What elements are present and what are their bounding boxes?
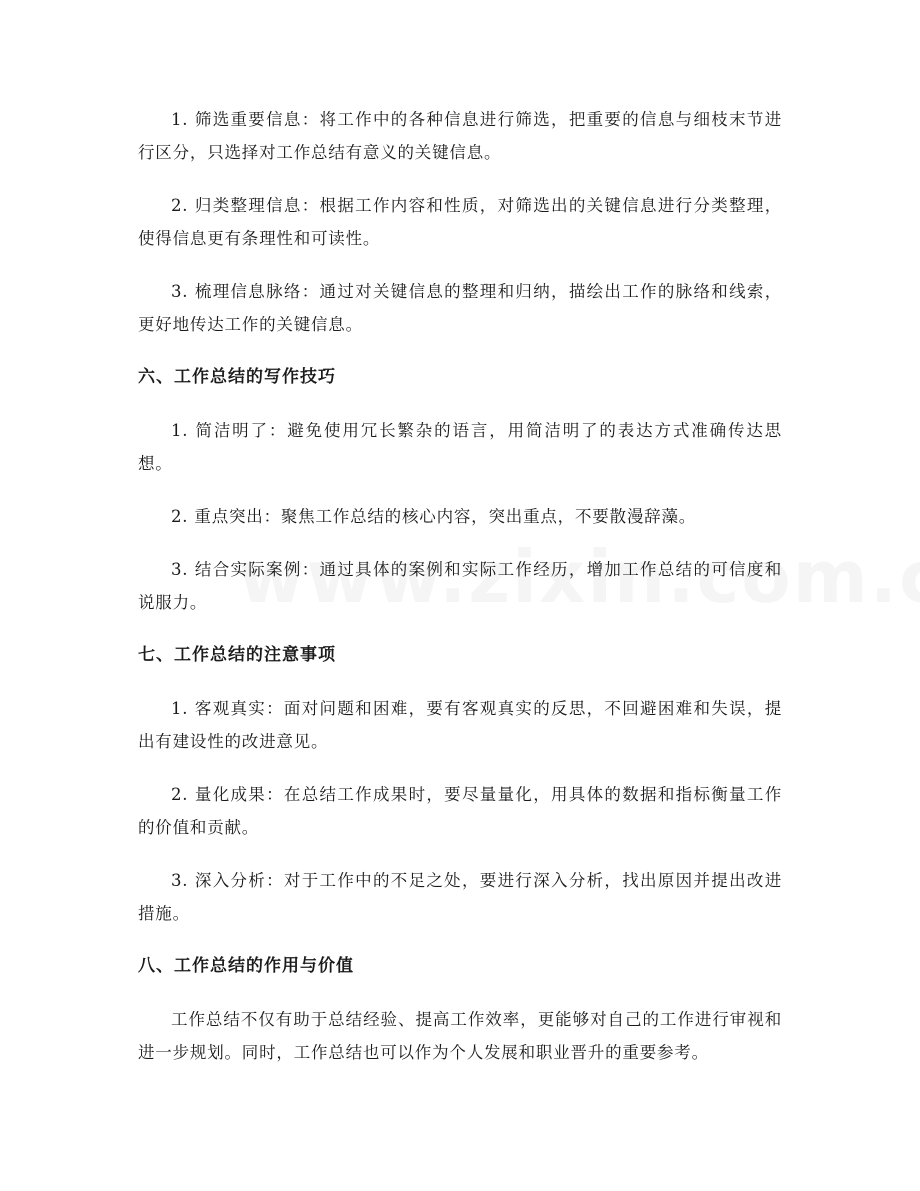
section-heading-value: 八、工作总结的作用与价值	[138, 956, 354, 976]
section-heading-writing-skills: 六、工作总结的写作技巧	[138, 367, 336, 387]
paragraph-filter-info: 1. 筛选重要信息：将工作中的各种信息进行筛选，把重要的信息与细枝末节进行区分，只选择对工作总结有意义的关键信息。	[138, 110, 782, 162]
paragraph-real-cases: 3. 结合实际案例：通过具体的案例和实际工作经历，增加工作总结的可信度和说服力。	[138, 560, 782, 612]
paragraph-quantify: 2. 量化成果：在总结工作成果时，要尽量量化，用具体的数据和指标衡量工作的价值和贡献。	[138, 785, 782, 837]
paragraph-outline-info: 3. 梳理信息脉络：通过对关键信息的整理和归纳，描绘出工作的脉络和线索，更好地传达工作的关键信息。	[138, 282, 782, 334]
paragraph-highlight: 2. 重点突出：聚焦工作总结的核心内容，突出重点，不要散漫辞藻。	[171, 507, 697, 526]
paragraph-value-summary: 工作总结不仅有助于总结经验、提高工作效率，更能够对自己的工作进行审视和进一步规划。同时，工作总结也可以作为个人发展和职业晋升的重要参考。	[138, 1010, 782, 1062]
paragraph-objective: 1. 客观真实：面对问题和困难，要有客观真实的反思，不回避困难和失误，提出有建设性的改进意见。	[138, 699, 782, 751]
paragraph-analysis: 3. 深入分析：对于工作中的不足之处，要进行深入分析，找出原因并提出改进措施。	[138, 871, 782, 923]
paragraph-categorize-info: 2. 归类整理信息：根据工作内容和性质，对筛选出的关键信息进行分类整理，使得信息更有条理性和可读性。	[138, 196, 782, 248]
section-heading-precautions: 七、工作总结的注意事项	[138, 645, 336, 665]
paragraph-concise: 1. 简洁明了：避免使用冗长繁杂的语言，用简洁明了的表达方式准确传达思想。	[138, 421, 782, 473]
